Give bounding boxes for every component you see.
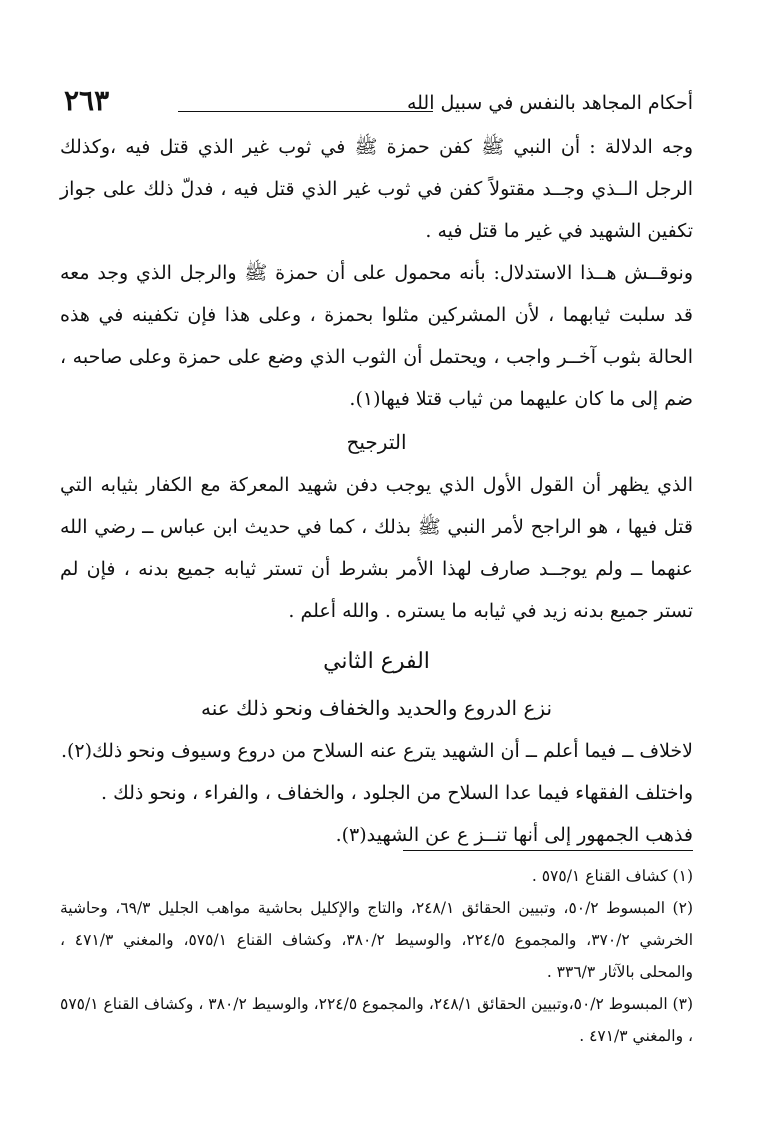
heading-second-branch: الفرع الثاني xyxy=(323,649,430,674)
page-number: ٢٦٣ xyxy=(64,84,110,117)
paragraph-disagreement: واختلف الفقهاء فيما عدا السلاح من الجلود ، والخفاف ، والفراء ، ونحو ذلك . xyxy=(101,782,693,804)
footnote-2: (٢) المبسوط ٥٠/٢، وتبيين الحقائق ٢٤٨/١، والتاج والإكليل بحاشية مواهب الجليل ٦٩/٣، وحاشية الخرشي ٣٧٠/٢، والمجموع ٢٢٤/٥، والوسيط ٣٨٠/٢، وكشاف القناع ٥٧٥/١، والمغني ٤٧١/٣ ، والمحلى بالآثار ٣٣٦/٣ . xyxy=(60,899,693,981)
body-text xyxy=(60,126,693,856)
footnote-3: (٣) المبسوط ٥٠/٢،وتبيين الحقائق ٢٤٨/١، والمجموع ٢٢٤/٥، والوسيط ٣٨٠/٢ ، وكشاف القناع ٥٧٥/١ ، والمغني ٤٧١/٣ . xyxy=(60,995,693,1045)
paragraph-tarjih: الذي يظهر أن القول الأول الذي يوجب دفن شهيد المعركة مع الكفار بثيابه التي قتل فيها ، هو الراجح لأمر النبي ﷺ بذلك ، كما في حديث ابن عباس ــ رضي الله عنهما ــ ولم يوجــد صارف لهذا الأمر بشرط أن تستر ثيابه جميع بدنه ، فإن لم تستر جميع بدنه زيد في ثيابه ما يستره . والله أعلم . xyxy=(60,474,693,622)
paragraph-majority: فذهب الجمهور إلى أنها تنــز ع عن الشهيد(٣). xyxy=(335,824,693,846)
footnote-rule xyxy=(403,850,693,851)
paragraph-evidence: وجه الدلالة : أن النبي ﷺ كفن حمزة ﷺ في ثوب غير الذي قتل فيه ،وكذلك الرجل الــذي وجــد مقتولاً كفن في ثوب غير الذي قتل فيه ، فدلّ ذلك على جواز تكفين الشهيد في غير ما قتل فيه . xyxy=(60,136,693,242)
footnote-1: (١) كشاف القناع ٥٧٥/١ . xyxy=(531,867,693,885)
header-rule xyxy=(178,111,433,112)
running-title: أحكام المجاهد بالنفس في سبيل الله xyxy=(406,92,693,114)
page-header xyxy=(60,84,693,124)
heading-tarjih: الترجيح xyxy=(346,430,407,454)
paragraph-discussion: ونوقــش هــذا الاستدلال: بأنه محمول على أن حمزة ﷺ والرجل الذي وجد معه قد سلبت ثيابهما ، لأن المشركين مثلوا بحمزة ، وعلى هذا فإن تكفينه في هذه الحالة بثوب آخــر واجب ، ويحتمل أن الثوب الذي وضع على حمزة وعلى صاحبه ، ضم إلى ما كان عليهما من ثياب قتلا فيها(١). xyxy=(60,262,693,410)
footnote-list xyxy=(60,860,693,1052)
subheading-armor-removal: نزع الدروع والحديد والخفاف ونحو ذلك عنه xyxy=(200,696,553,720)
paragraph-no-dispute: لاخلاف ــ فيما أعلم ــ أن الشهيد يترع عنه السلاح من دروع وسيوف ونحو ذلك(٢). xyxy=(60,740,693,762)
